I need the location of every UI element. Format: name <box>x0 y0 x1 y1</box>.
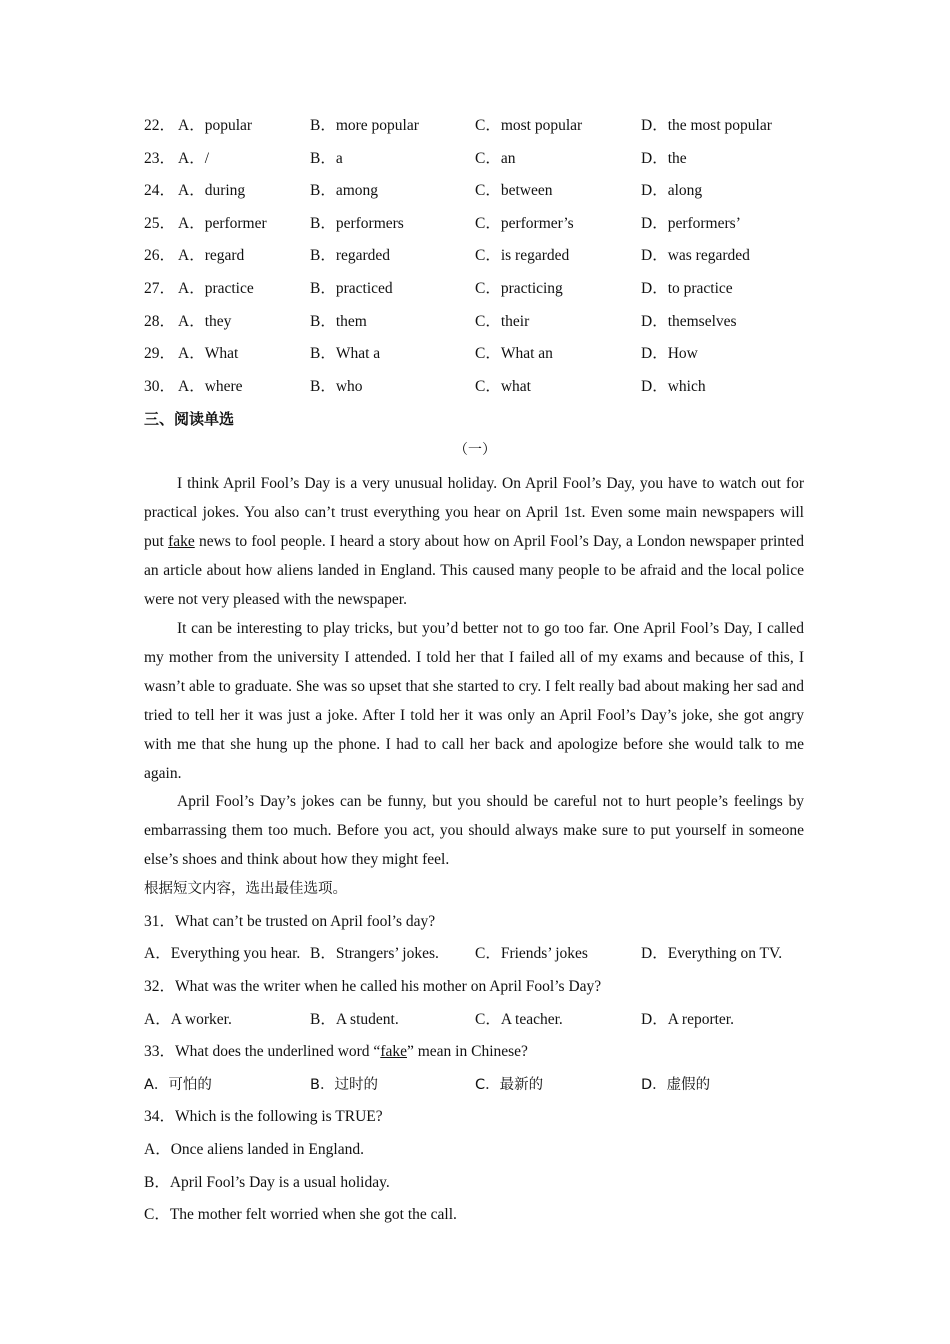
option-a: A．performer <box>178 215 267 232</box>
option-a: A．where <box>178 378 243 395</box>
option-b: B．performers <box>310 215 404 232</box>
option-d: D．the most popular <box>641 117 772 134</box>
option-d: D．along <box>641 182 703 199</box>
option-a: A．they <box>178 313 232 330</box>
option-b: B．What a <box>310 345 381 362</box>
option-a: A．What <box>178 345 239 362</box>
option-a: A．popular <box>178 117 253 134</box>
option-b: B．who <box>310 378 363 395</box>
option-c: C．an <box>475 150 516 167</box>
option-b: B．a <box>310 150 343 167</box>
option-d: D．which <box>641 378 706 395</box>
question-34-option-b: B．April Fool’s Day is a usual holiday. <box>144 1174 390 1191</box>
option-a: A．/ <box>178 150 210 167</box>
question-number: 30． <box>144 378 176 395</box>
question-number: 26． <box>144 247 176 264</box>
passage-paragraph-3: April Fool’s Day’s jokes can be funny, but you should be careful not to hurt people’s feelings by embarrassing them too much. Before you act, you should always make sure to put yourself in someone else’s shoes and think about how they might feel. <box>144 793 804 868</box>
option-b: B．more popular <box>310 117 419 134</box>
option-a: A．Everything you hear. <box>144 945 301 962</box>
option-c: C．is regarded <box>475 247 570 264</box>
option-d: D．to practice <box>641 280 733 297</box>
option-d: D．A reporter. <box>641 1011 734 1028</box>
section-title: 三、阅读单选 <box>144 410 235 428</box>
option-c: C．Friends’ jokes <box>475 945 588 962</box>
option-a: A．A worker. <box>144 1011 232 1028</box>
question-31: 31．What can’t be trusted on April fool’s day? <box>144 913 436 930</box>
question-number: 27． <box>144 280 176 297</box>
option-c: C．A teacher. <box>475 1011 563 1028</box>
question-number: 25． <box>144 215 176 232</box>
question-number: 23． <box>144 150 176 167</box>
question-34-option-a: A．Once aliens landed in England. <box>144 1141 364 1158</box>
option-a: A．during <box>178 182 246 199</box>
option-b: B．practiced <box>310 280 393 297</box>
option-d: D．was regarded <box>641 247 750 264</box>
option-d: D．虚假的 <box>641 1077 711 1093</box>
passage-paragraph-2: It can be interesting to play tricks, but you’d better not to go too far. One April Fool’s Day, I called my mother from the university I attended. I told her that I failed all of my exams and because of this, I wasn’t able to graduate. She was so upset that she started to cry. I felt really bad about making her sad and tried to tell her it was just a joke. After I told her it was only an April Fool’s Day’s joke, she got angry with me that she hung up the phone. I had to call her back and apologize before she would talk to me again. <box>144 620 804 782</box>
option-b: B．过时的 <box>310 1077 378 1093</box>
question-number: 28． <box>144 313 176 330</box>
option-c: C．their <box>475 313 530 330</box>
option-c: C．practicing <box>475 280 563 297</box>
question-number: 24． <box>144 182 176 199</box>
question-number: 29． <box>144 345 176 362</box>
option-b: B．A student. <box>310 1011 399 1028</box>
option-d: D．the <box>641 150 687 167</box>
question-number: 22． <box>144 117 176 134</box>
underlined-word: fake <box>168 533 195 550</box>
question-34: 34．Which is the following is TRUE? <box>144 1108 383 1125</box>
instruction: 根据短文内容，选出最佳选项。 <box>144 881 347 897</box>
option-b: B．among <box>310 182 379 199</box>
question-32: 32．What was the writer when he called his mother on April Fool’s Day? <box>144 978 602 995</box>
option-c: C．What an <box>475 345 553 362</box>
option-d: D．performers’ <box>641 215 741 232</box>
option-d: D．How <box>641 345 698 362</box>
underlined-word: fake <box>380 1043 407 1060</box>
option-a: A．regard <box>178 247 245 264</box>
option-d: D．themselves <box>641 313 737 330</box>
question-33: 33．What does the underlined word “fake” mean in Chinese? <box>144 1043 528 1060</box>
option-c: C．performer’s <box>475 215 574 232</box>
option-a: A．可怕的 <box>144 1077 212 1093</box>
option-c: C．最新的 <box>475 1077 544 1093</box>
option-b: B．Strangers’ jokes. <box>310 945 439 962</box>
option-d: D．Everything on TV. <box>641 945 783 962</box>
option-c: C．what <box>475 378 531 395</box>
option-c: C．between <box>475 182 553 199</box>
option-a: A．practice <box>178 280 254 297</box>
option-c: C．most popular <box>475 117 583 134</box>
option-b: B．them <box>310 313 367 330</box>
option-b: B．regarded <box>310 247 391 264</box>
question-34-option-c: C．The mother felt worried when she got the call. <box>144 1206 457 1223</box>
passage-paragraph-1: I think April Fool’s Day is a very unusual holiday. On April Fool’s Day, you have to watch out for practical jokes. You also can’t trust everything you hear on April 1st. Even some main newspapers will put fake news to fool people. I heard a story about how on April Fool’s Day, a London newspaper printed an article about how aliens landed in England. This caused many people to be afraid and the local police were not very pleased with the newspaper. <box>144 475 804 608</box>
passage-label: （一） <box>454 443 496 458</box>
